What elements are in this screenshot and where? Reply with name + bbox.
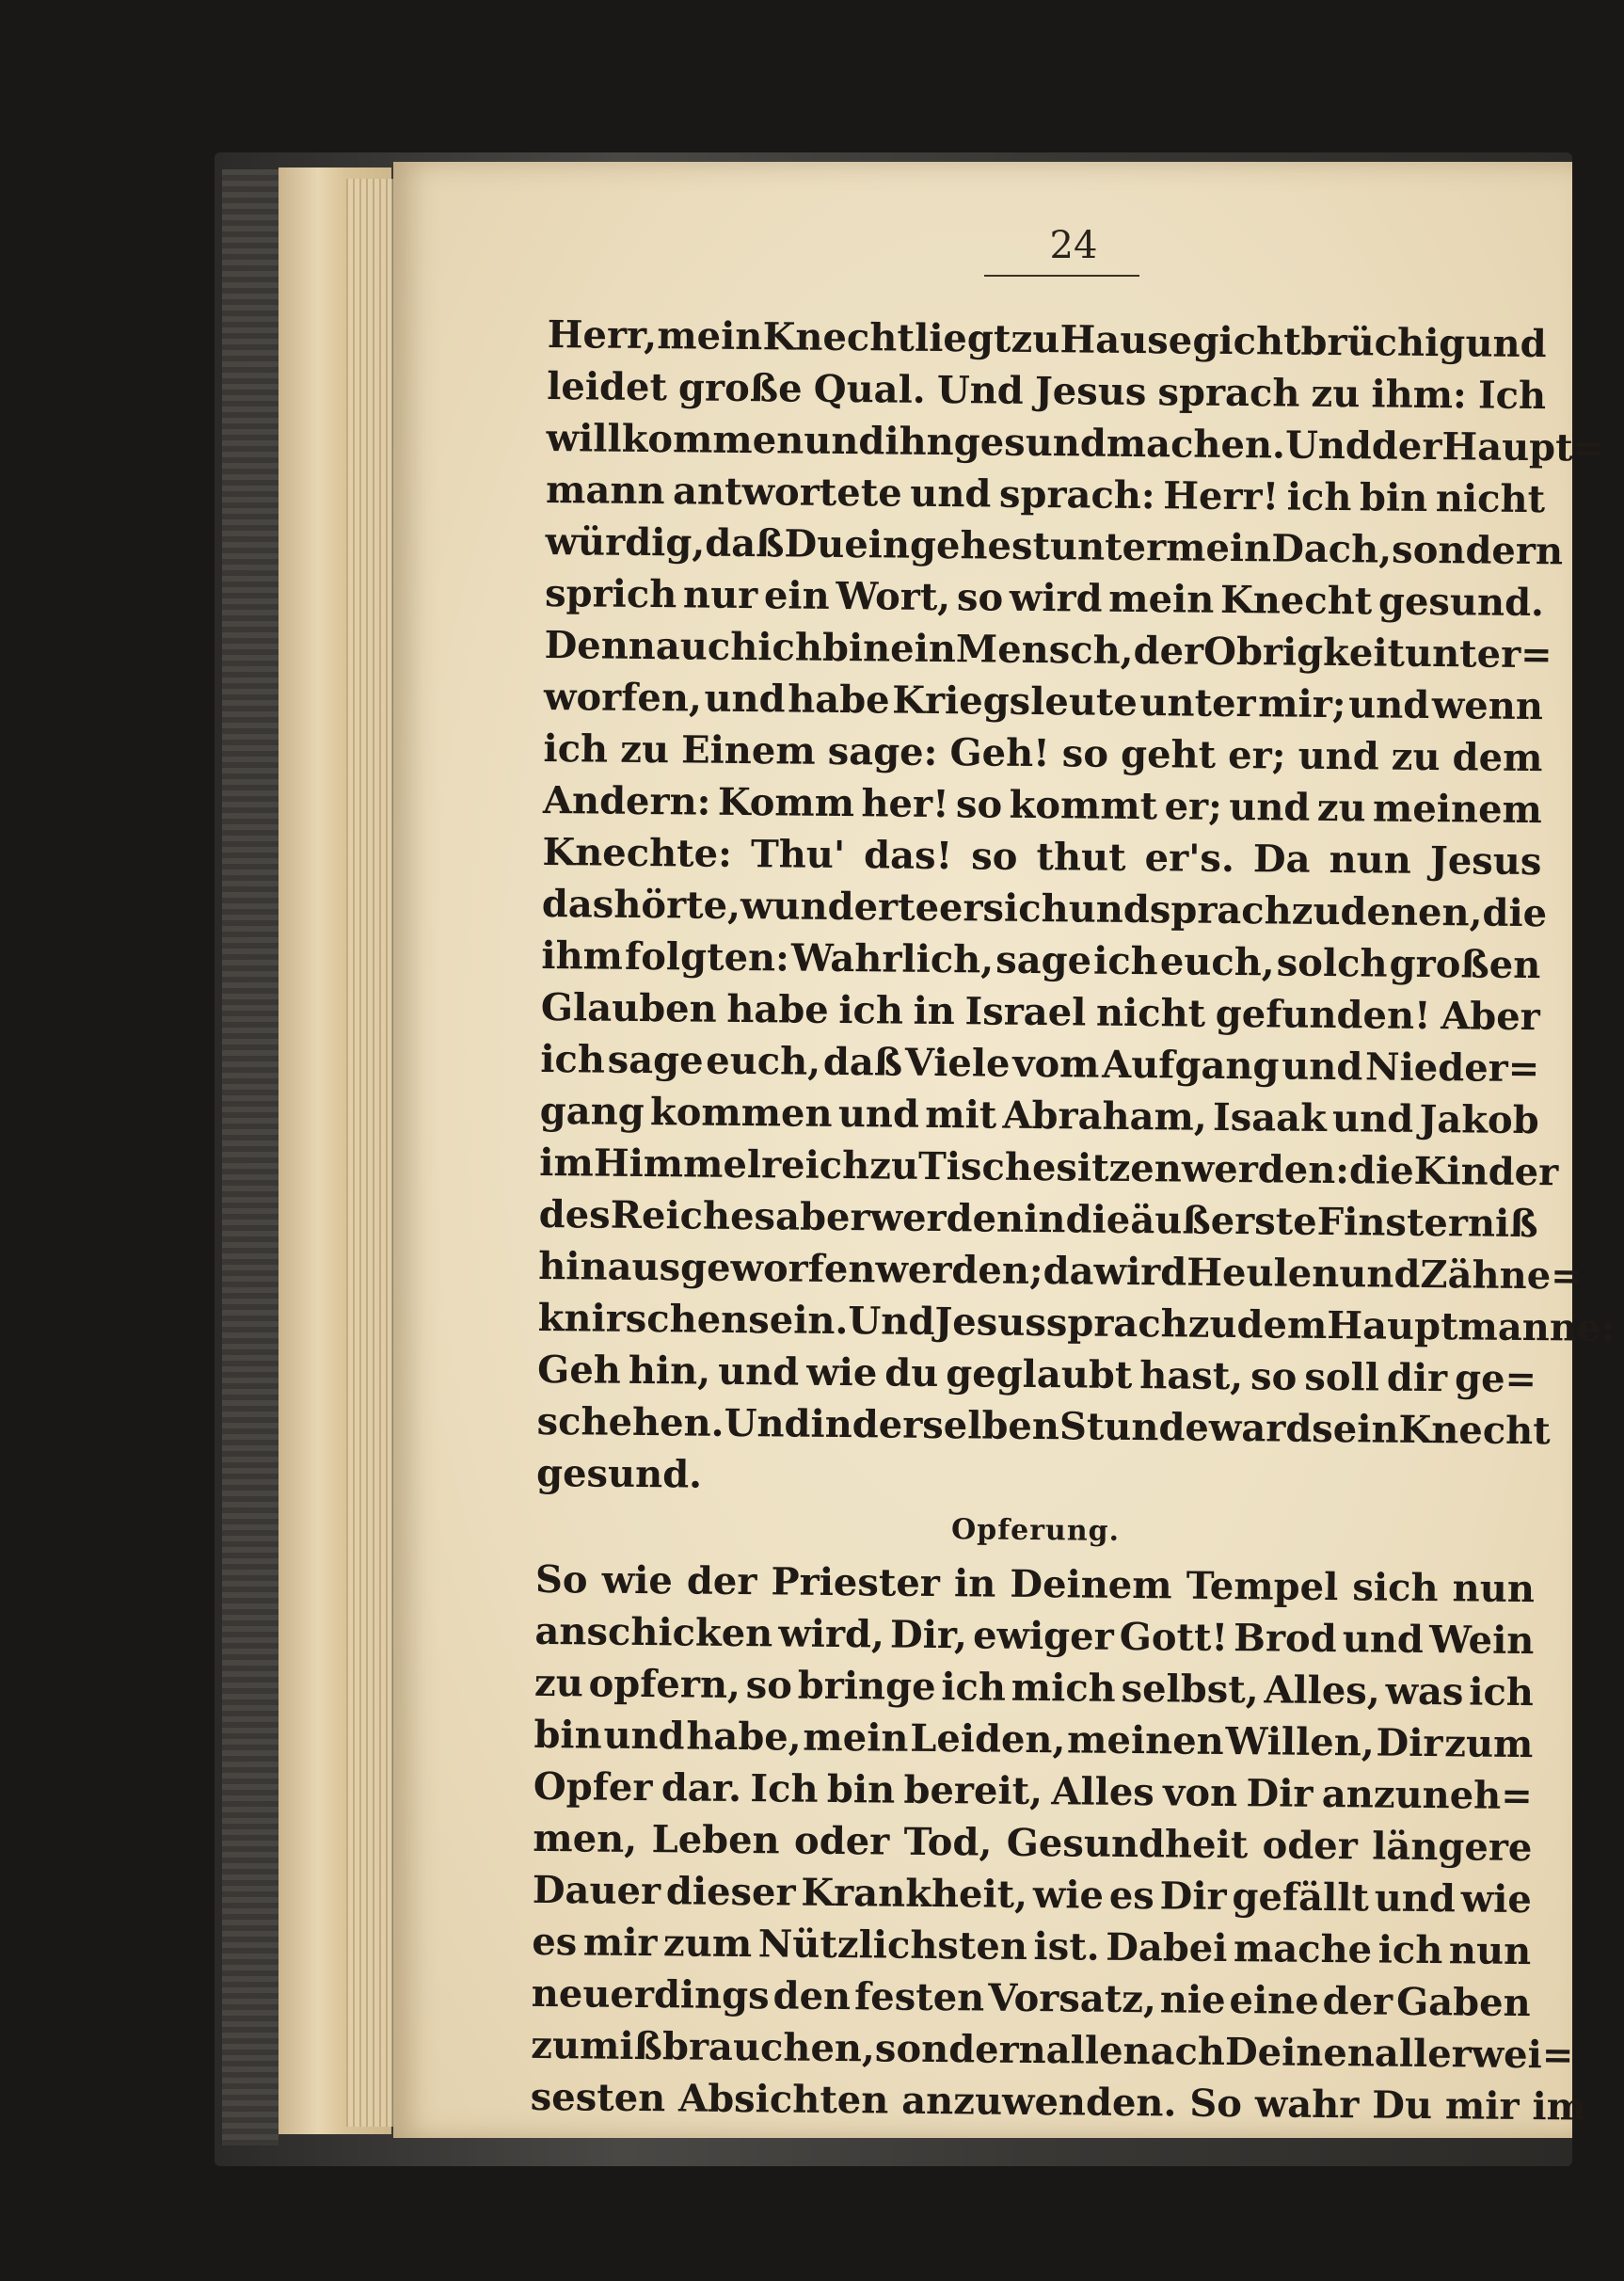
text-line: Glauben habe ich in Israel nicht gefunden! Aber (540, 984, 1540, 1040)
text-line: So wie der Priester in Deinem Tempel sich nun (534, 1556, 1536, 1612)
text-line: will kommen und ihn gesund machen. Und der Haupt= (546, 415, 1605, 471)
text-line: hinausgeworfen werden; da wird Heulen und Zähne= (538, 1243, 1583, 1299)
paragraph-gospel (535, 309, 1616, 1508)
page-number: 24 (1049, 224, 1098, 267)
text-line: sprich nur ein Wort, so wird mein Knecht gesund. (544, 570, 1545, 626)
section-heading: Opferung. (950, 1513, 1121, 1548)
text-line: das hörte, wunderte er sich und sprach zu denen, die (541, 881, 1548, 936)
text-line: des Reiches aber werden in die äußerste Finsterniß (538, 1191, 1538, 1247)
text-line: worfen, und habe Kriegsleute unter mir; und wenn (543, 674, 1544, 729)
text-line: men, Leben oder Tod, Gesundheit oder längere (533, 1815, 1533, 1871)
text-line: Knechte: Thu' das! so thut er's. Da nun Jesus (542, 829, 1542, 885)
text-line: zu opfern, so bringe ich mich selbst, Alles, was ich (533, 1660, 1535, 1715)
text-line: schehen. Und in derselben Stunde ward sein Knecht (536, 1398, 1551, 1454)
page-number-rule (984, 275, 1139, 277)
text-line: ich sage euch, daß Viele vom Aufgang und Nieder= (540, 1036, 1540, 1092)
text-line: gesund. (535, 1450, 703, 1497)
text-line: Opfer dar. Ich bin bereit, Alles von Dir anzuneh= (533, 1763, 1534, 1819)
text-line: es mir zum Nützlichsten ist. Dabei mache ich nun (532, 1919, 1532, 1974)
text-line: leidet große Qual. Und Jesus sprach zu ihm: Ich (546, 363, 1547, 419)
text-line: neuerdings den festen Vorsatz, nie eine der Gaben (531, 1970, 1531, 2026)
text-line: anschicken wird, Dir, ewiger Gott! Brod und Wein (534, 1608, 1535, 1664)
text-line: im Himmelreich zu Tische sitzen werden: die Kinder (539, 1140, 1559, 1195)
text-line: gang kommen und mit Abraham, Isaak und Jakob (539, 1088, 1539, 1143)
text-line: ich zu Einem sage: Geh! so geht er; und zu dem (543, 726, 1543, 781)
text-line: Andern: Komm her! so kommt er; und zu meinem (542, 777, 1543, 833)
text-line: würdig, daß Du eingehest unter mein Dach, sondern (545, 518, 1564, 574)
text-line: zu mißbrauchen, sondern alle nach Deinen allerwei= (531, 2022, 1574, 2078)
text-line: bin und habe, mein Leiden, meinen Willen, Dir zum (533, 1712, 1534, 1767)
page-text (530, 309, 1616, 2132)
paragraph-offertory (530, 1554, 1587, 2132)
text-line: Herr, mein Knecht liegt zu Hause gichtbrüchig und (547, 311, 1547, 367)
text-line: knirschen sein. Und Jesus sprach zu dem Hauptmanne: (537, 1295, 1616, 1350)
text-line: ihm folgten: Wahrlich, sage ich euch, solch großen (541, 933, 1541, 988)
text-line: sesten Absichten anzuwenden. So wahr Du mir im (530, 2074, 1587, 2129)
page-edges (346, 179, 399, 2127)
text-line: Denn auch ich bin ein Mensch, der Obrigkeit unter= (544, 622, 1552, 678)
book-spine-edge (222, 169, 279, 2145)
text-line: Dauer dieser Krankheit, wie es Dir gefällt und wie (532, 1867, 1533, 1922)
text-line: Geh hin, und wie du geglaubt hast, so soll dir ge= (536, 1347, 1537, 1402)
text-line: mann antwortete und sprach: Herr! ich bin nicht (545, 467, 1546, 522)
